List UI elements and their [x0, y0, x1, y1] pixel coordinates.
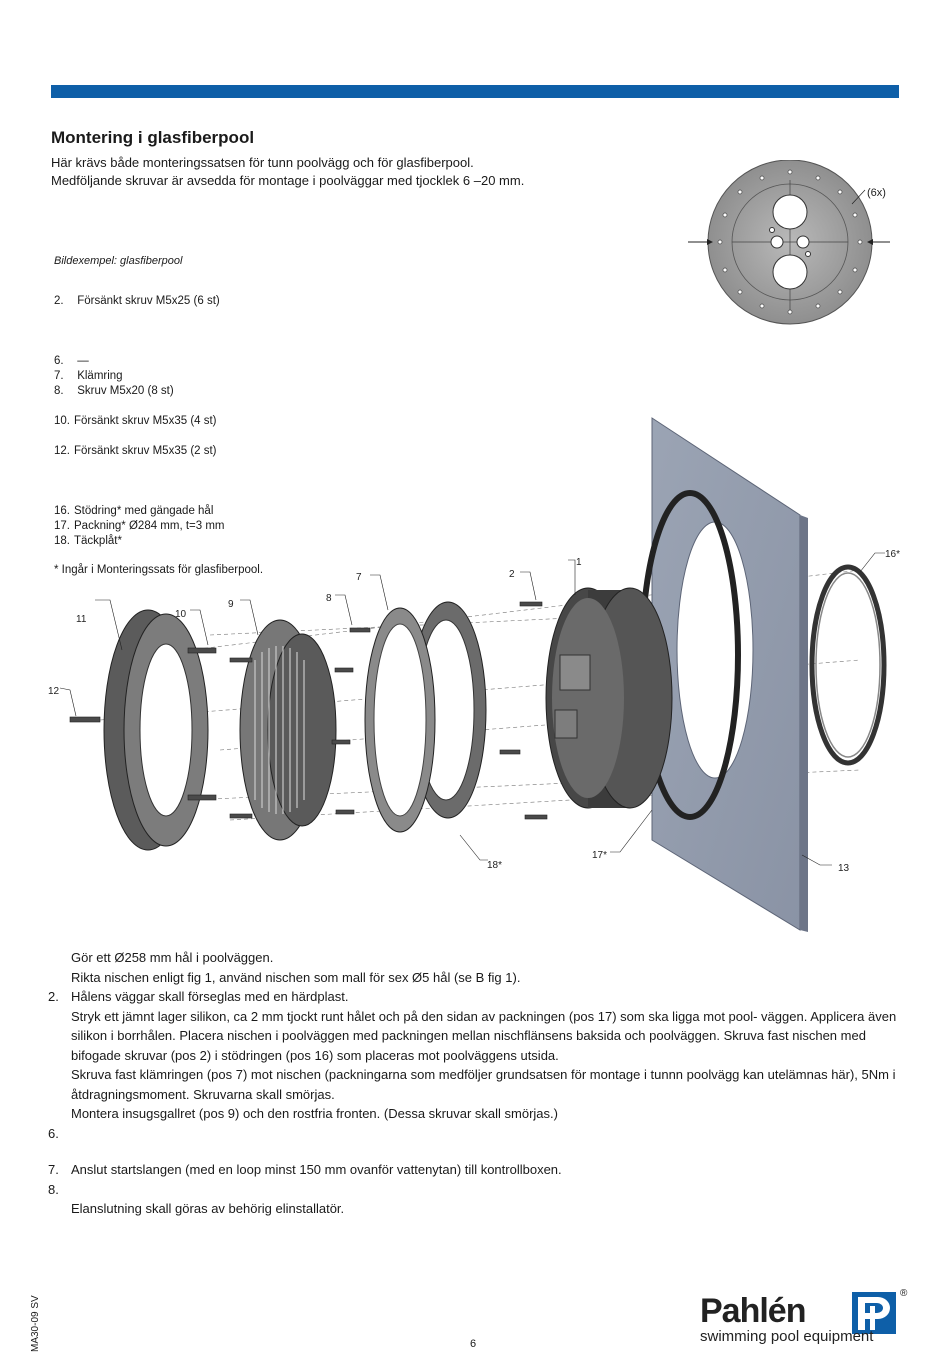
part-item: 2. Försänkt skruv M5x25 (6 st) [54, 295, 220, 307]
brand-name: Pahlén [700, 1292, 806, 1330]
part-item: 16. Stödring* med gängade hål 17. Packning* Ø284 mm, t=3 mm 18. Täckplåt* [54, 505, 225, 547]
step-item: Montera insugsgallret (pos 9) och den rostfria fronten. (Dessa skruvar skall smörjas.) [71, 1106, 558, 1121]
page-number: 6 [470, 1338, 477, 1350]
part-item: 6. — 7. Klämring 8. Skruv M5x20 (8 st) [54, 355, 174, 397]
registered-mark: ® [900, 1288, 908, 1299]
callout-10: 10 [175, 609, 187, 620]
intro-text [51, 154, 524, 190]
step-item: Elanslutning skall göras av behörig elinstallatör. [71, 1201, 345, 1216]
callout-12: 12 [48, 686, 60, 697]
page-title: Montering i glasfiberpool [51, 128, 255, 147]
callout-7: 7 [356, 572, 362, 583]
figure-caption: Bildexempel: glasfiberpool [54, 255, 183, 267]
step-item: Rikta nischen enligt fig 1, använd nischen som mall för sex Ø5 hål (se B fig 1). [71, 969, 521, 985]
kit-note: * Ingår i Monteringssats för glasfiberpool. [54, 564, 264, 576]
intro-line: Här krävs både monteringssatsen för tunn poolvägg och för glasfiberpool. [51, 155, 474, 170]
exploded-view-figure [40, 410, 920, 940]
part-item: 10. Försänkt skruv M5x35 (4 st) [54, 415, 217, 427]
callout-9: 9 [228, 599, 234, 610]
step-item: Skruva fast klämringen (pos 7) mot nischen (packningarna som medföljer grundsatsen för montage i tunnn poolvägg kan utelämnas här), 5Nm i åtdragningsmoment. Skruvarna skall smörjas. [71, 1067, 896, 1102]
callout-1: 1 [576, 557, 582, 568]
callout-2: 2 [509, 569, 515, 580]
callout-13: 13 [838, 863, 850, 874]
header-bar [51, 85, 899, 98]
intro-line: Medföljande skruvar är avsedda för montage i poolväggar med tjocklek 6 –20 mm. [51, 173, 525, 188]
niche-top-view-figure [680, 160, 900, 330]
brand-tagline: swimming pool equipment [700, 1328, 874, 1345]
callout-16: 16* [885, 549, 901, 560]
step-item: 8. [48, 1181, 59, 1197]
brand-logo [700, 1288, 910, 1348]
step-item: Gör ett Ø258 mm hål i poolväggen. [71, 950, 274, 965]
callout-8: 8 [326, 593, 332, 604]
part-item: 12. Försänkt skruv M5x35 (2 st) [54, 445, 217, 457]
callout-17: 17* [592, 850, 608, 861]
step-item: 7. Anslut startslangen (med en loop minst 150 mm ovanför vattenytan) till kontrollboxen. [48, 1162, 562, 1177]
callout-18: 18* [487, 860, 503, 871]
document-id: MA30-09 SV [30, 1295, 41, 1352]
step-item: 6. [48, 1125, 59, 1141]
step-item: 2. Hålens väggar skall förseglas med en härdplast. [48, 989, 349, 1004]
instruction-steps [48, 948, 898, 1219]
step-item: Stryk ett jämnt lager silikon, ca 2 mm tjockt runt hålet och på den sidan av packningen (pos 17) som ska ligga mot pool- väggen. Applicera även silikon i borrhålen. Placera nischen i poolväggen med packningen mellan nischflänsens baksida och poolväggen. Skruva fast nischen med bifogade skruvar (pos 2) i stödringen (pos 16) som placeras mot poolväggens utsida. [71, 1008, 897, 1063]
fastener-count-label: (6x) [867, 187, 886, 199]
callout-11: 11 [76, 614, 87, 625]
